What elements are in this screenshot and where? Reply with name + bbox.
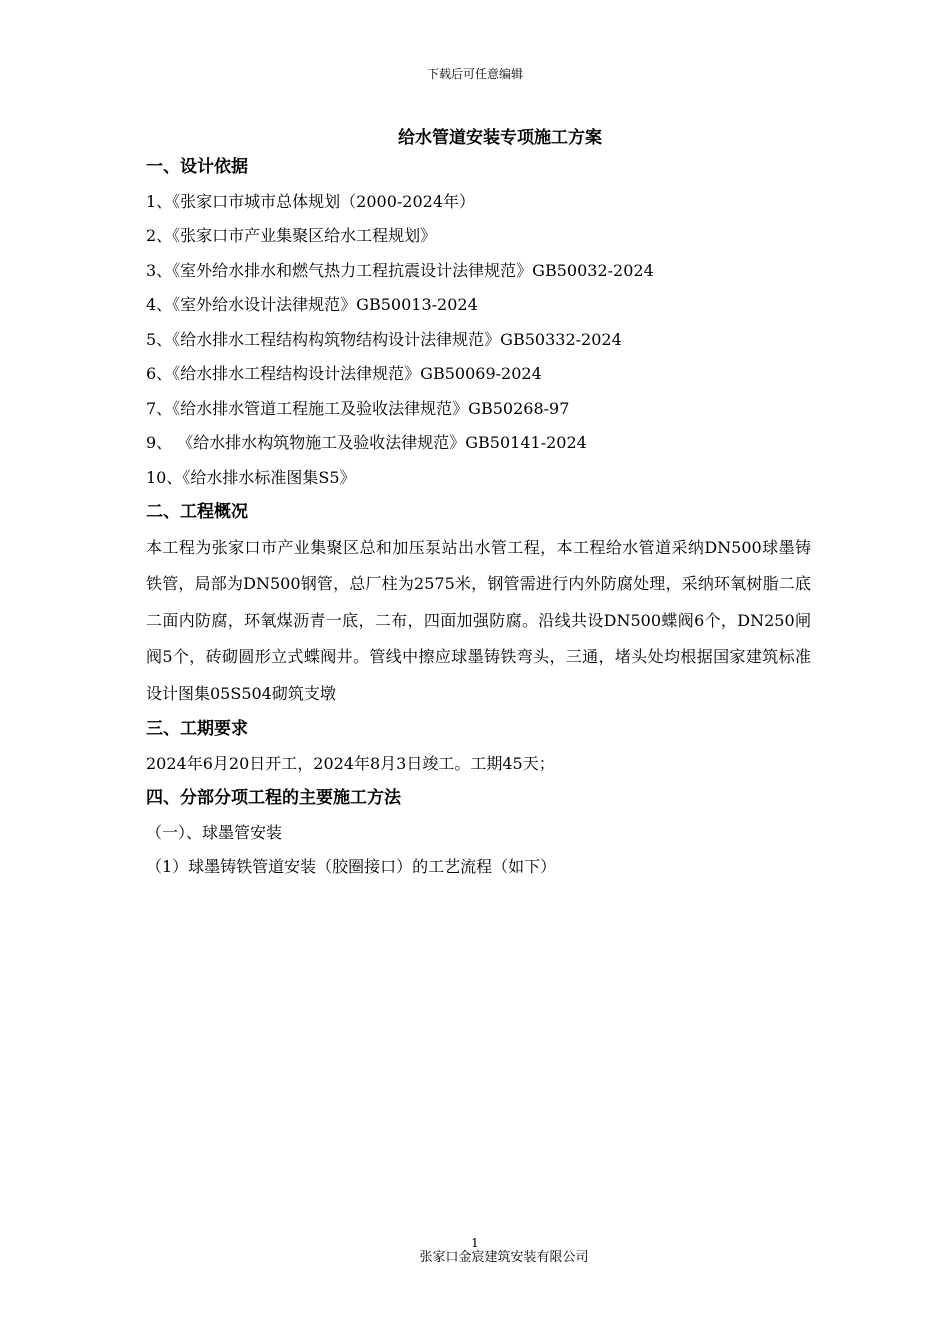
reference-item: 5、《给水排水工程结构构筑物结构设计法律规范》GB50332-2024 [146, 329, 622, 349]
section-3-heading: 三、工期要求 [146, 719, 248, 739]
reference-item: 7、《给水排水管道工程施工及验收法律规范》GB50268-97 [146, 398, 570, 418]
subsection-heading: （一）、球墨管安装 [146, 822, 283, 842]
footer-company: 张家口金宸建筑安装有限公司 [419, 1250, 589, 1265]
reference-item: 4、《室外给水设计法律规范》GB50013-2024 [146, 295, 478, 314]
project-overview-paragraph: 本工程为张家口市产业集聚区总和加压泵站出水管工程，本工程给水管道采纳DN500球墨铸铁管，局部为DN500钢管，总厂柱为2575米，钢管需进行内外防腐处理，采纳环氧树脂二底二面内防腐，环氧煤沥青一底，二布，四面加强防腐。沿线共设DN500蝶阀6个，DN250闸阀5个，砖砌圆形立式蝶阀井。管线中擦应球墨铸铁弯头，三通，堵头处均根据国家建筑标准设计图集05S504砌筑支墩 [146, 537, 811, 703]
subsection-heading: （1）球墨铸铁管道安装（胶圈接口）的工艺流程（如下） [146, 857, 557, 876]
schedule-text: 2024年6月20日开工，2024年8月3日竣工。工期45天； [146, 753, 555, 773]
section-1-heading: 一、设计依据 [146, 157, 248, 177]
section-2-heading: 二、工程概况 [146, 502, 248, 522]
reference-item: 1、《张家口市城市总体规划（2000-2024年） [146, 191, 476, 211]
document-title: 给水管道安装专项施工方案 [398, 128, 602, 148]
document-body [146, 150, 811, 885]
reference-item: 6、《给水排水工程结构设计法律规范》GB50069-2024 [146, 364, 542, 383]
reference-item: 10、《给水排水标准图集S5》 [146, 467, 356, 487]
header-note: 下载后可任意编辑 [426, 67, 523, 81]
reference-item: 2、《张家口市产业集聚区给水工程规划》 [146, 226, 437, 245]
reference-item: 3、《室外给水排水和燃气热力工程抗震设计法律规范》GB50032-2024 [146, 260, 654, 280]
page-number: 1 [471, 1236, 479, 1250]
reference-item: 9、 《给水排水构筑物施工及验收法律规范》GB50141-2024 [146, 433, 587, 452]
section-4-heading: 四、分部分项工程的主要施工方法 [146, 788, 401, 808]
